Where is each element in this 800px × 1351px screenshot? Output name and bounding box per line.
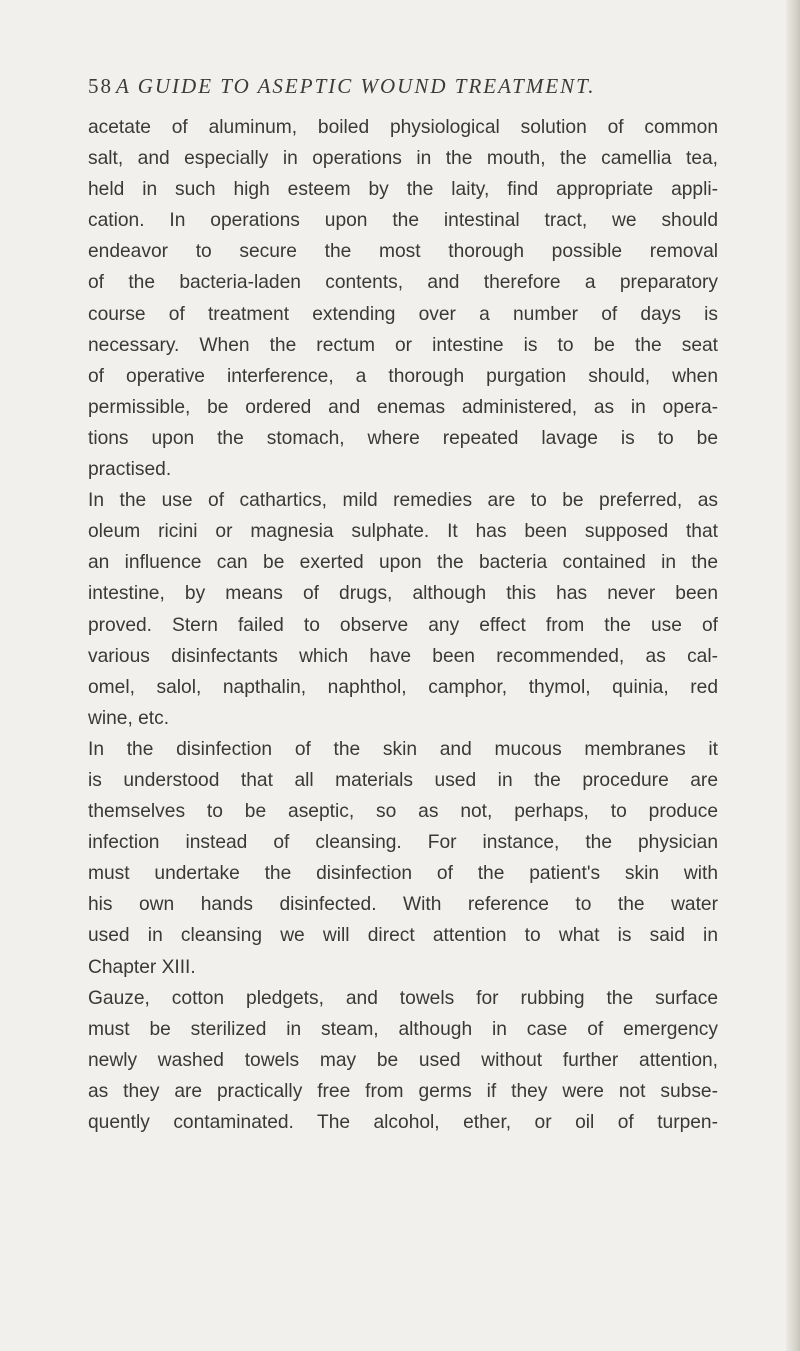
text-line: endeavor to secure the most thorough possible removal: [88, 241, 718, 263]
page-number: 58: [88, 74, 113, 98]
text-line: themselves to be aseptic, so as not, perhaps, to produce: [88, 801, 718, 823]
text-line: his own hands disinfected. With reference to the water: [88, 894, 718, 916]
text-line: proved. Stern failed to observe any effect from the use of: [88, 614, 718, 636]
text-line: course of treatment extending over a number of days is: [88, 303, 718, 325]
text-line: various disinfectants which have been recommended, as cal-: [88, 645, 718, 667]
running-title: A GUIDE TO ASEPTIC WOUND TREATMENT.: [116, 74, 596, 98]
running-header: [88, 74, 728, 108]
body-text: [88, 112, 718, 1138]
text-line: wine, etc.: [88, 707, 170, 729]
text-line: In the disinfection of the skin and mucous membranes it: [88, 738, 718, 760]
text-line: necessary. When the rectum or intestine is to be the seat: [88, 334, 718, 356]
text-line: tions upon the stomach, where repeated lavage is to be: [88, 427, 718, 449]
text-line: infection instead of cleansing. For instance, the physician: [88, 832, 718, 854]
text-line: acetate of aluminum, boiled physiological solution of common: [88, 117, 718, 138]
page-edge: [786, 0, 800, 1351]
text-line: must undertake the disinfection of the patient's skin with: [88, 863, 718, 885]
text-line: practised.: [88, 459, 172, 481]
text-line: must be sterilized in steam, although in case of emergency: [88, 1018, 718, 1040]
text-line: intestine, by means of drugs, although this has never been: [88, 583, 718, 605]
text-line: as they are practically free from germs if they were not subse-: [88, 1080, 718, 1102]
text-line: cation. In operations upon the intestinal tract, we should: [88, 210, 718, 232]
text-line: used in cleansing we will direct attention to what is said in: [88, 925, 718, 947]
text-line: salt, and especially in operations in the mouth, the camellia tea,: [88, 148, 718, 170]
text-line: permissible, be ordered and enemas administered, as in opera-: [88, 396, 718, 418]
text-line: an influence can be exerted upon the bacteria contained in the: [88, 552, 718, 574]
text-line: quently contaminated. The alcohol, ether, or oil of turpen-: [88, 1112, 718, 1133]
text-line: Chapter XIII.: [88, 956, 196, 978]
text-line: of the bacteria-laden contents, and therefore a preparatory: [88, 272, 718, 294]
text-line: Gauze, cotton pledgets, and towels for rubbing the surface: [88, 987, 718, 1009]
text-line: newly washed towels may be used without further attention,: [88, 1049, 718, 1071]
text-line: omel, salol, napthalin, naphthol, camphor, thymol, quinia, red: [88, 676, 718, 698]
text-line: is understood that all materials used in the procedure are: [88, 769, 718, 791]
text-line: of operative interference, a thorough purgation should, when: [88, 365, 718, 387]
text-line: In the use of cathartics, mild remedies are to be preferred, as: [88, 490, 718, 512]
text-line: held in such high esteem by the laity, find appropriate appli-: [88, 179, 718, 201]
text-line: oleum ricini or magnesia sulphate. It has been supposed that: [88, 521, 718, 543]
